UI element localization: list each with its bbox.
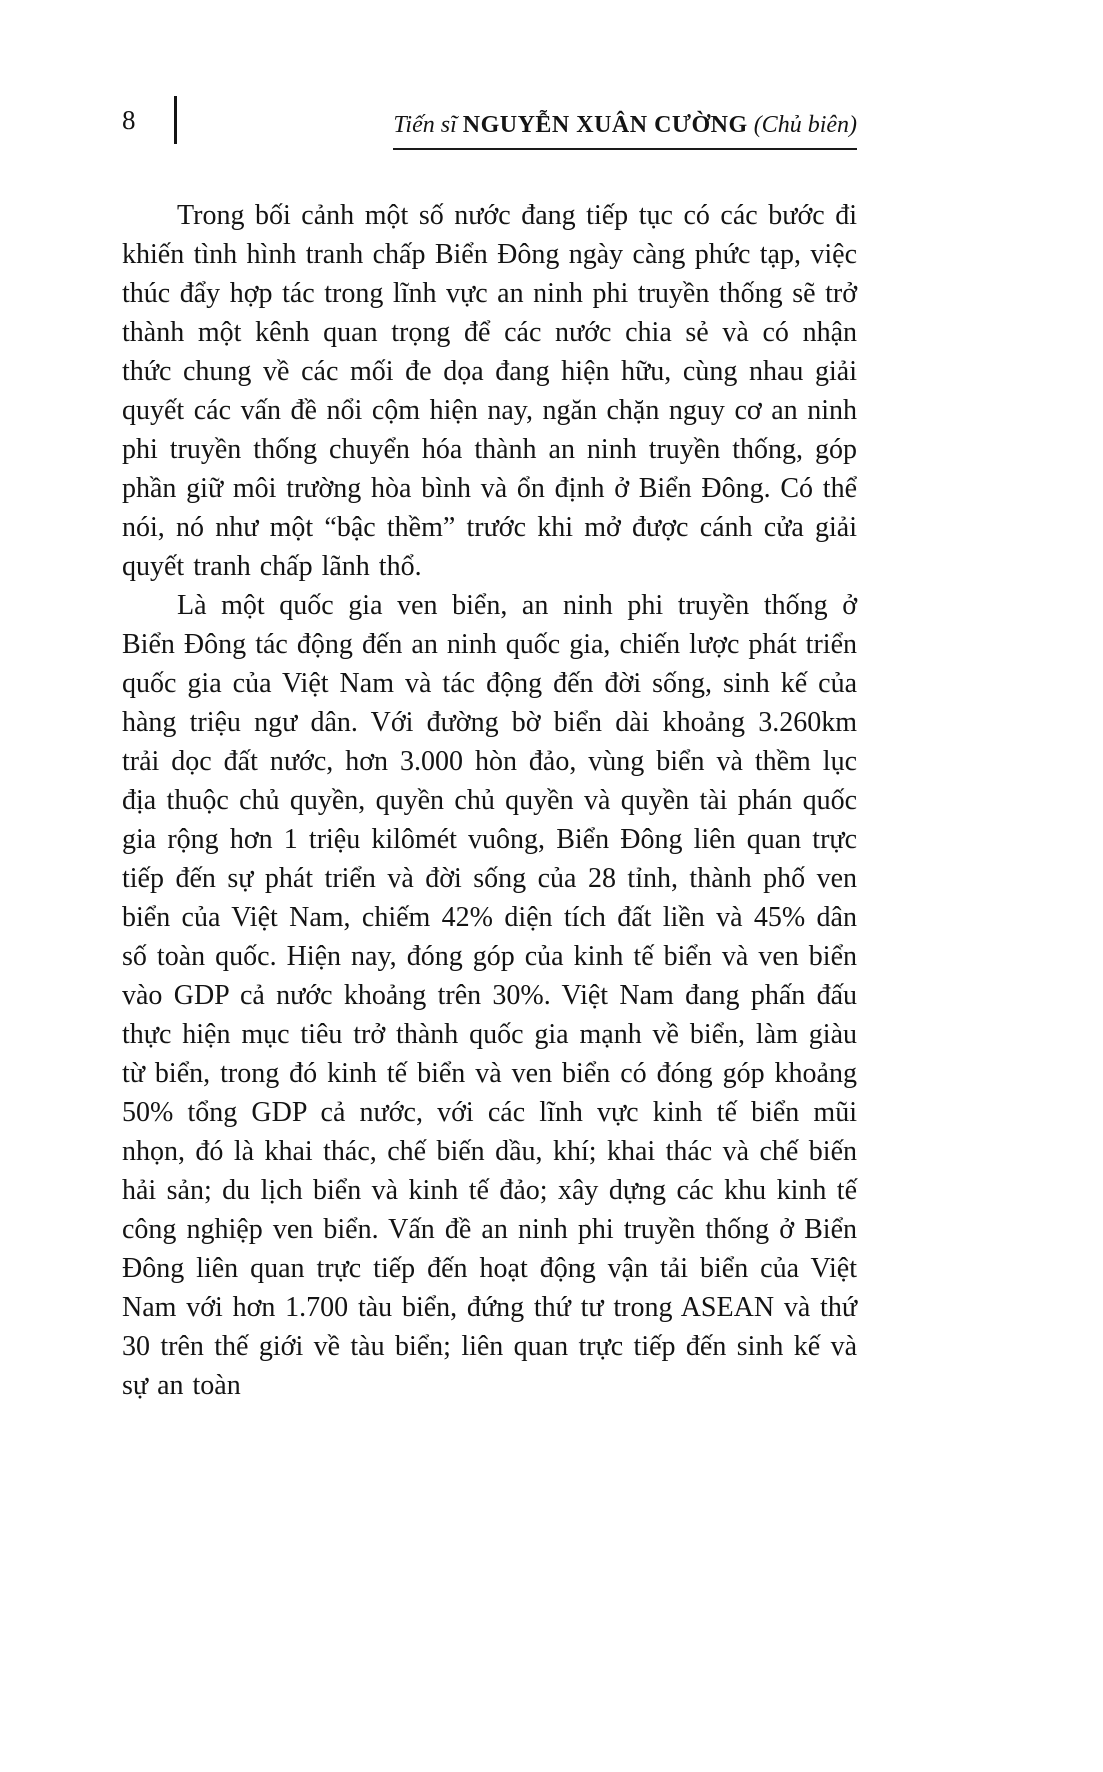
running-header (393, 110, 857, 150)
page-body (122, 196, 857, 1405)
page-number: 8 (122, 104, 136, 135)
paragraph-1: Trong bối cảnh một số nước đang tiếp tục có các bước đi khiến tình hình tranh chấp Biển Đông ngày càng phức tạp, việc thúc đẩy hợp tác trong lĩnh vực an ninh phi truyền thống sẽ trở thành một kênh quan trọng để các nước chia sẻ và có nhận thức chung về các mối đe dọa đang hiện hữu, cùng nhau giải quyết các vấn đề nổi cộm hiện nay, ngăn chặn nguy cơ an ninh phi truyền thống chuyển hóa thành an ninh truyền thống, góp phần giữ môi trường hòa bình và ổn định ở Biển Đông. Có thể nói, nó như một “bậc thềm” trước khi mở được cánh cửa giải quyết tranh chấp lãnh thổ. (122, 200, 857, 582)
running-header-author-name: NGUYỄN XUÂN CƯỜNG (462, 112, 748, 138)
running-header-prefix: Tiến sĩ (393, 112, 457, 138)
paragraph-2: Là một quốc gia ven biển, an ninh phi truyền thống ở Biển Đông tác động đến an ninh quốc gia, chiến lược phát triển quốc gia của Việt Nam và tác động đến đời sống, sinh kế của hàng triệu ngư dân. Với đường bờ biển dài khoảng 3.260km trải dọc đất nước, hơn 3.000 hòn đảo, vùng biển và thềm lục địa thuộc chủ quyền, quyền chủ quyền và quyền tài phán quốc gia rộng hơn 1 triệu kilômét vuông, Biển Đông liên quan trực tiếp đến sự phát triển và đời sống của 28 tỉnh, thành phố ven biển của Việt Nam, chiếm 42% diện tích đất liền và 45% dân số toàn quốc. Hiện nay, đóng góp của kinh tế biển và ven biển vào GDP cả nước khoảng trên 30%. Việt Nam đang phấn đấu thực hiện mục tiêu trở thành quốc gia mạnh về biển, làm giàu từ biển, trong đó kinh tế biển và ven biển có đóng góp khoảng 50% tổng GDP cả nước, với các lĩnh vực kinh tế biển mũi nhọn, đó là khai thác, chế biến dầu, khí; khai thác và chế biến hải sản; du lịch biển và kinh tế đảo; xây dựng các khu kinh tế công nghiệp ven biển. Vấn đề an ninh phi truyền thống ở Biển Đông liên quan trực tiếp đến hoạt động vận tải biển của Việt Nam với hơn 1.700 tàu biển, đứng thứ tư trong ASEAN và thứ 30 trên thế giới về tàu biển; liên quan trực tiếp đến sinh kế và sự an toàn (122, 590, 857, 1401)
page-number-group (122, 96, 177, 150)
page-header (122, 96, 857, 150)
header-divider-bar (174, 96, 177, 144)
running-header-suffix: (Chủ biên) (753, 112, 857, 138)
